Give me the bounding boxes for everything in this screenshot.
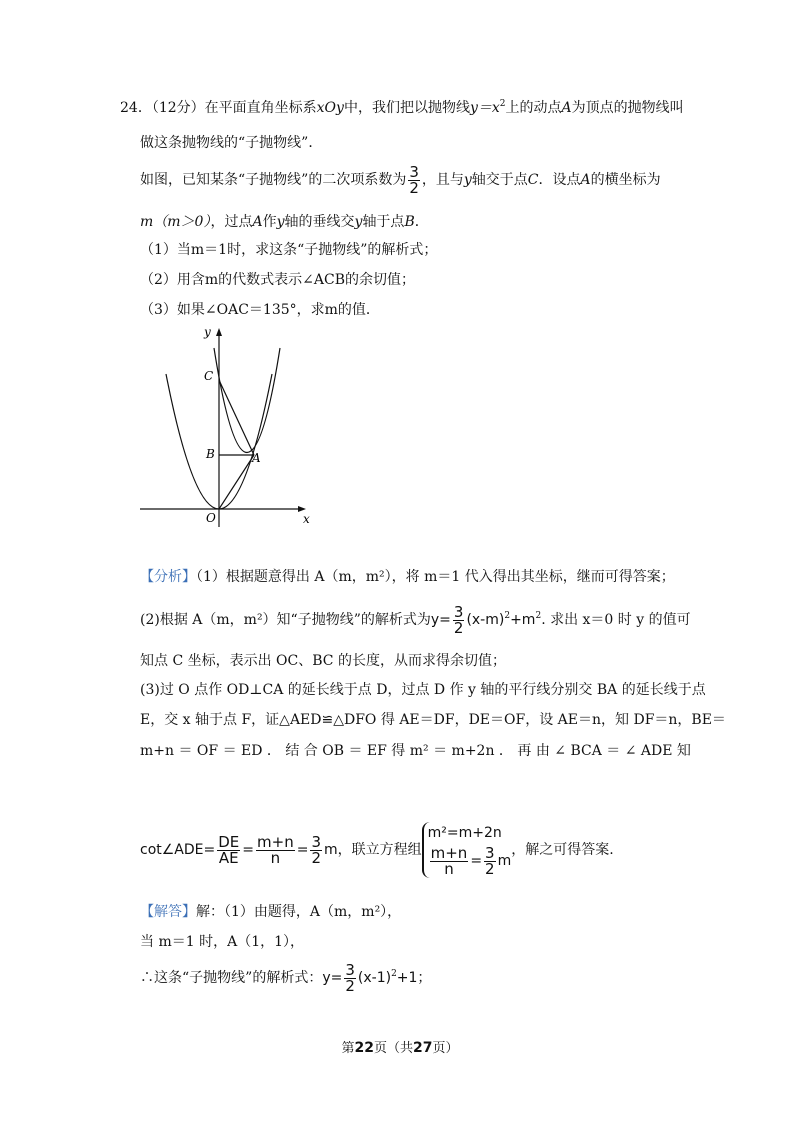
problem-line-2: 做这条抛物线的“子抛物线”． xyxy=(140,135,323,151)
fraction xyxy=(484,843,496,878)
numerator: 3 xyxy=(409,162,419,181)
exponent: 2 xyxy=(391,969,397,979)
equation: (x-m) xyxy=(466,612,505,628)
text: 第 xyxy=(341,1041,355,1056)
fraction xyxy=(408,162,420,197)
text: ，联立方程组 xyxy=(337,842,422,858)
text: 中，我们把以抛物线 xyxy=(343,100,470,116)
analysis-line-6: m+n ＝ OF ＝ ED ． 结 合 OB ＝ EF 得 m² ＝ m+2n ． 再 由 ∠ BCA ＝ ∠ ADE 知 xyxy=(140,743,691,759)
denominator: AE xyxy=(218,848,239,867)
text: 如图，已知某条“子抛物线”的二次项系数为 xyxy=(140,172,407,188)
equation: +1； xyxy=(396,970,432,986)
analysis-line-2 xyxy=(140,600,691,640)
analysis-line-1 xyxy=(140,567,675,587)
text: B xyxy=(404,214,415,230)
text: 上的动点 xyxy=(505,100,562,116)
text: m（m＞0） xyxy=(140,214,211,230)
numerator: m+n xyxy=(257,832,294,851)
problem-number: 24． xyxy=(120,100,152,116)
text: A xyxy=(252,214,263,230)
text: 作 xyxy=(262,214,277,230)
text: xOy xyxy=(316,100,344,116)
text: y xyxy=(276,214,285,230)
text: （1）根据题意得出 A（m，m²），将 m＝1 代入得出其坐标，继而可得答案； xyxy=(196,569,675,585)
analysis-line-3: 知点 C 坐标，表示出 OC、BC 的长度，从而求得余切值； xyxy=(140,653,506,669)
text: 页（共 xyxy=(373,1041,413,1056)
fraction xyxy=(453,602,465,637)
text: A xyxy=(561,100,572,116)
solution-line-1 xyxy=(140,902,401,922)
problem-line-3 xyxy=(140,160,661,200)
numerator: 3 xyxy=(485,843,495,862)
text: 轴交于点 xyxy=(471,172,528,188)
label-C: C xyxy=(204,369,214,383)
page-number: 22 xyxy=(354,1040,374,1056)
sub-parabola xyxy=(214,348,280,453)
denominator: 2 xyxy=(453,618,464,637)
denominator: n xyxy=(444,859,454,878)
text: = xyxy=(242,842,255,858)
fraction xyxy=(256,832,295,867)
solution-line-2: 当 m＝1 时，A（1，1）， xyxy=(140,934,305,950)
problem-score: （12分） xyxy=(151,100,205,116)
y-axis-arrow xyxy=(216,328,222,336)
text: . 求出 x＝0 时 y 的值可 xyxy=(541,612,691,628)
exponent: 2 xyxy=(504,611,511,621)
text: A xyxy=(580,172,591,188)
numerator: m+n xyxy=(430,843,468,862)
equation-system xyxy=(422,822,512,878)
text: m xyxy=(323,842,338,858)
question-2: （2）用含m的代数式表示∠ACB的余切值； xyxy=(140,272,416,288)
page-total: 27 xyxy=(413,1040,433,1056)
segment-CA xyxy=(219,380,254,455)
text: ∴这条“子抛物线”的解析式： xyxy=(140,970,323,986)
text: ，且与 xyxy=(421,172,464,188)
exponent: 2 xyxy=(499,99,506,109)
denominator: n xyxy=(270,848,281,867)
text: C xyxy=(527,172,539,188)
label-y: y xyxy=(204,325,211,339)
numerator: 3 xyxy=(453,602,464,621)
text: ． xyxy=(414,214,429,230)
text: y xyxy=(463,172,472,188)
question-3: （3）如果∠OAC＝135°，求m的值． xyxy=(140,302,380,318)
text: 为顶点的抛物线叫 xyxy=(571,100,684,116)
system-equation-1: m²=m+2n xyxy=(427,825,502,841)
text: 页） xyxy=(432,1041,459,1056)
text: ，过点 xyxy=(210,214,253,230)
text: m xyxy=(497,853,512,869)
denominator: 2 xyxy=(311,848,321,867)
denominator: 2 xyxy=(485,859,495,878)
solution-line-3 xyxy=(140,958,431,998)
equation: y＝x xyxy=(469,100,500,116)
label-B: B xyxy=(206,447,215,461)
fraction xyxy=(217,832,240,867)
equation: +m xyxy=(510,612,536,628)
text: 轴于点 xyxy=(362,214,405,230)
label-A: A xyxy=(252,451,261,465)
cot-equation-line xyxy=(140,820,614,880)
fraction xyxy=(310,832,322,867)
equation: (x-1) xyxy=(357,970,392,986)
fraction xyxy=(344,960,356,995)
equation: cot∠ADE= xyxy=(140,842,216,858)
fraction xyxy=(430,843,469,878)
text: 轴的垂线交 xyxy=(284,214,355,230)
text: = xyxy=(470,853,483,869)
problem-line-4 xyxy=(140,212,429,232)
exponent: 2 xyxy=(535,611,542,621)
analysis-line-4: (3)过 O 点作 OD⊥CA 的延长线于点 D，过点 D 作 y 轴的平行线分别交 BA 的延长线于点 xyxy=(140,682,706,698)
numerator: DE xyxy=(218,832,240,851)
numerator: 3 xyxy=(311,832,321,851)
text: 在平面直角坐标系 xyxy=(204,100,317,116)
label-x: x xyxy=(303,512,310,526)
page-footer xyxy=(0,1037,800,1056)
equation: y= xyxy=(430,612,451,628)
text: = xyxy=(296,842,309,858)
question-1: （1）当m＝1时，求这条“子抛物线”的解析式； xyxy=(140,242,438,258)
text: (2)根据 A（m，m²）知“子抛物线”的解析式为 xyxy=(140,612,431,628)
label-O: O xyxy=(206,511,216,525)
text: y xyxy=(354,214,363,230)
analysis-line-5: E，交 x 轴于点 F，证△AED≌△DFO 得 AE＝DF，DE＝OF，设 AE＝n，知 DF＝n，BE＝ xyxy=(140,712,726,728)
text: 解：（1）由题得，A（m，m²）， xyxy=(196,904,402,920)
denominator: 2 xyxy=(345,976,355,995)
solution-tag: 【解答】 xyxy=(140,904,196,920)
parabola-figure xyxy=(138,322,320,532)
numerator: 3 xyxy=(345,960,355,979)
text: ．设点 xyxy=(538,172,581,188)
denominator: 2 xyxy=(409,178,419,197)
equation: y= xyxy=(322,970,343,986)
text: 的横坐标为 xyxy=(590,172,661,188)
segment-OA xyxy=(219,455,254,509)
problem-line-1 xyxy=(120,98,684,118)
text: ，解之可得答案. xyxy=(511,842,614,858)
system-equation-2 xyxy=(428,844,512,878)
analysis-tag: 【分析】 xyxy=(140,569,196,585)
